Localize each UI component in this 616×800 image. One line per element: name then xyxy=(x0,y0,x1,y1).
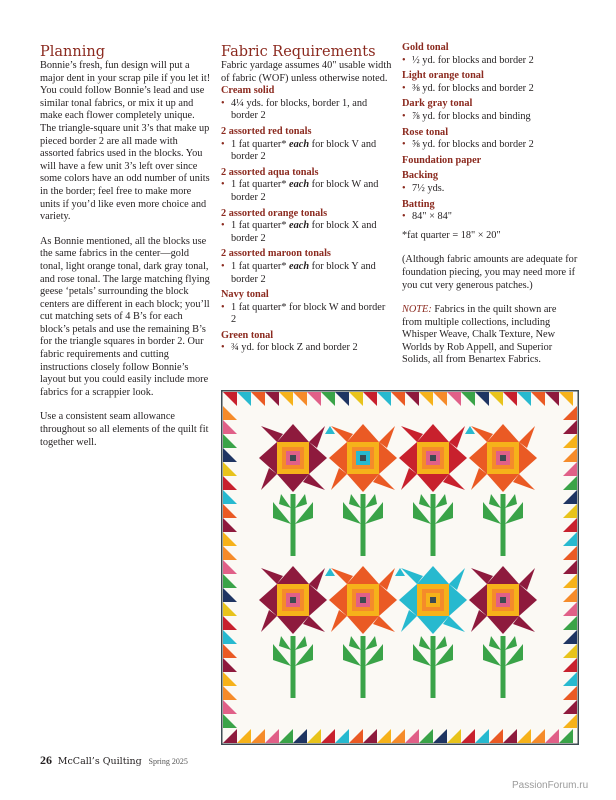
flower-stem xyxy=(501,636,506,698)
flower-center xyxy=(360,597,366,603)
fabric-group-name: 2 assorted orange tonals xyxy=(221,207,328,219)
fabric-item: • ⅜ yd. for blocks and border 2 xyxy=(402,83,578,96)
note-label: NOTE: xyxy=(402,304,432,316)
fabric-item: • ¾ yd. for block Z and border 2 xyxy=(221,342,393,355)
fabric-group-name: 2 assorted maroon tonals xyxy=(221,248,331,260)
fabric-item: • 4¼ yds. for blocks, border 1, and border 2 xyxy=(221,98,393,123)
planning-column xyxy=(40,44,212,449)
fabric-group-name: Cream solid xyxy=(221,85,275,97)
fat-quarter-note: *fat quarter = 18" × 20" xyxy=(402,229,501,241)
flower-center xyxy=(290,455,296,461)
flower-stem xyxy=(501,494,506,556)
fabric-intro: Fabric yardage assumes 40" usable width of fabric (WOF) unless otherwise noted. xyxy=(221,60,392,84)
quilt-photo xyxy=(221,390,579,745)
fabric-item: • ½ yd. for blocks and border 2 xyxy=(402,55,578,68)
flower-center xyxy=(290,597,296,603)
page-number: 26 xyxy=(40,753,52,767)
flower-stem xyxy=(431,636,436,698)
flower-center xyxy=(500,455,506,461)
fabric-group-name: 2 assorted aqua tonals xyxy=(221,166,319,178)
fabric-list-2 xyxy=(402,42,578,224)
fabric-item: • 1 fat quarter* each for block X and border 2 xyxy=(221,220,393,245)
fabric-disclaimer: (Although fabric amounts are adequate for foundation piecing, you may need more if you cut very generous patches.) xyxy=(402,254,578,291)
fabric-group-name: Green tonal xyxy=(221,329,274,341)
flower-center xyxy=(500,597,506,603)
fabric-group-name: Dark gray tonal xyxy=(402,98,473,110)
fabric-heading: Fabric Requirements xyxy=(221,44,376,60)
fabric-group-name: Rose tonal xyxy=(402,126,449,138)
fabric-item: • 1 fat quarter* each for block V and border 2 xyxy=(221,139,393,164)
fabric-group-name: Backing xyxy=(402,170,439,182)
issue-date: Spring 2025 xyxy=(148,757,188,766)
flower-stem xyxy=(291,494,296,556)
flower-center xyxy=(430,597,436,603)
flower-stem xyxy=(361,636,366,698)
fabric-item: • 7½ yds. xyxy=(402,183,578,196)
watermark: PassionForum.ru xyxy=(512,780,589,791)
fabric-item: • 1 fat quarter* for block W and border 2 xyxy=(221,302,393,327)
fabric-item: • ⅝ yd. for blocks and border 2 xyxy=(402,139,578,152)
fabric-group-name: Gold tonal xyxy=(402,42,449,53)
magazine-name: McCall’s Quilting xyxy=(57,756,142,767)
fabric-group-name: Light orange tonal xyxy=(402,70,484,82)
fabric-column xyxy=(221,44,393,355)
fabric-item: • 1 fat quarter* each for block W and border 2 xyxy=(221,179,393,204)
flower-center xyxy=(360,455,366,461)
flower-center xyxy=(430,455,436,461)
page-footer xyxy=(40,753,340,768)
fabric-column-2 xyxy=(402,42,578,367)
fabric-item: • 1 fat quarter* each for block Y and border 2 xyxy=(221,261,393,286)
fabric-item: • 84" × 84" xyxy=(402,211,578,224)
planning-paragraph-3: Use a consistent seam allowance throughout so all elements of the quilt fit together well. xyxy=(40,411,209,448)
fabric-item: • ⅞ yd. for blocks and binding xyxy=(402,111,578,124)
fabric-group-name: 2 assorted red tonals xyxy=(221,125,312,137)
planning-heading: Planning xyxy=(40,44,105,60)
planning-paragraph-1: Bonnie’s fresh, fun design will put a major dent in your scrap pile if you let it! You could follow Bonnie’s lead and use similar tonal fabrics, or mix it up and make each flower completely unique. The triangle-square unit 3’s that make up pieced border 2 are all made with assorted fabrics used in the blocks. You will have a few unit 3’s left over since some colors have an odd number of units in the border; feel free to make more units if you’d like even more choice and variety. xyxy=(40,60,211,223)
note-text: Fabrics in the quilt shown are from multiple collections, including Whisper Weave, Chalk Texture, New Worlds by Rob Appell, and Superior Solids, all from Benartex Fabrics. xyxy=(402,304,557,366)
flower-stem xyxy=(291,636,296,698)
flower-stem xyxy=(431,494,436,556)
fabric-list-1 xyxy=(221,85,393,355)
fabric-note xyxy=(402,304,578,367)
fabric-group-name: Batting xyxy=(402,198,435,210)
fabric-group-name: Navy tonal xyxy=(221,289,269,301)
flower-stem xyxy=(361,494,366,556)
fabric-group-name: Foundation paper xyxy=(402,154,482,166)
planning-paragraph-2: As Bonnie mentioned, all the blocks use the same fabrics in the center—gold tonal, light orange tonal, dark gray tonal, and rose tonal. The large matching flying geese ‘petals’ surrounding the block centers are different in each block; you’ll cut matching sets of 4 B’s for each block’s petals and use the remaining B’s for the triangle squares in border 2. Our fabric requirements and cutting instructions closely follow Bonnie’s layout but you could easily include more fabrics for a scrappier look. xyxy=(40,235,210,398)
